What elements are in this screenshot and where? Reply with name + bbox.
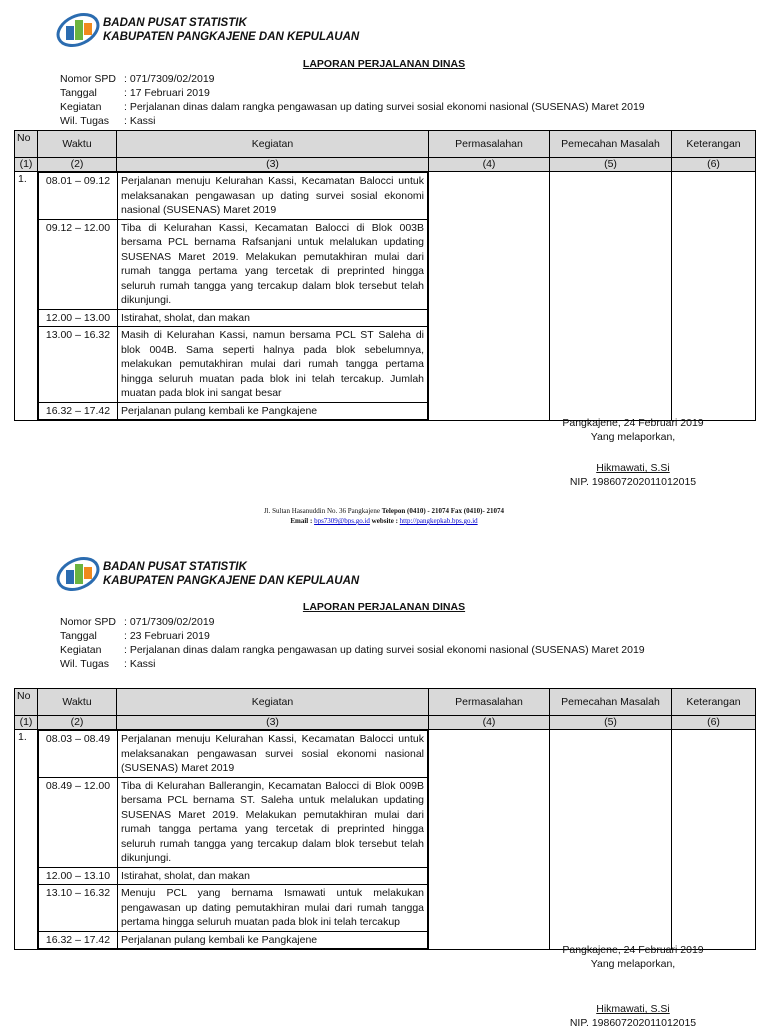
table-row [39, 219, 428, 309]
col-no: No [15, 131, 38, 158]
label-kegiatan: Kegiatan [60, 644, 102, 656]
reporter-nip: NIP. 198607202011012015 [569, 476, 697, 488]
waktu-cell: 09.12 – 12.00 [39, 219, 118, 309]
value-nomor-spd: : 071/7309/02/2019 [124, 616, 215, 628]
table-row [39, 173, 428, 220]
signature-block [548, 943, 718, 1030]
col-num-2: (2) [38, 158, 117, 172]
table-row [39, 885, 428, 932]
report-title: LAPORAN PERJALANAN DINAS [302, 601, 466, 613]
bps-logo-icon [55, 556, 101, 592]
col-num-4: (4) [429, 716, 550, 730]
org-line-1: BADAN PUSAT STATISTIK [103, 17, 247, 29]
pemecahan-cell [550, 730, 672, 950]
footer-address: Jl. Sultan Hasanuddin No. 36 Pangkajene [263, 507, 381, 515]
col-num-3: (3) [117, 158, 429, 172]
col-keterangan: Keterangan [672, 131, 756, 158]
footer-website-link[interactable]: http://pangkepkab.bps.go.id [399, 517, 478, 525]
footer-email-label: Email : [290, 517, 313, 525]
waktu-cell: 12.00 – 13.00 [39, 309, 118, 327]
table-row [39, 309, 428, 327]
label-tanggal: Tanggal [60, 87, 97, 99]
row-number: 1. [15, 730, 38, 950]
page-footer [0, 506, 768, 526]
label-wil-tugas: Wil. Tugas [60, 115, 110, 127]
bps-logo-icon [55, 12, 101, 48]
kegiatan-cell: Perjalanan menuju Kelurahan Kassi, Kecamatan Balocci untuk melaksanakan pengawasan survei sosial ekonomi nasional (SUSENAS) Maret 2019 [118, 731, 428, 778]
org-line-2: KABUPATEN PANGKAJENE DAN KEPULAUAN [103, 575, 360, 587]
label-kegiatan: Kegiatan [60, 101, 102, 113]
reporter-label: Yang melaporkan, [590, 958, 676, 970]
waktu-cell: 16.32 – 17.42 [39, 931, 118, 949]
activity-table [14, 688, 756, 950]
value-kegiatan: : Perjalanan dinas dalam rangka pengawasan up dating survei sosial ekonomi nasional (SUSENAS) Maret 2019 [124, 101, 645, 113]
report-meta [60, 72, 645, 128]
org-line-1: BADAN PUSAT STATISTIK [103, 561, 247, 573]
org-name [103, 16, 359, 44]
col-num-3: (3) [117, 716, 429, 730]
waktu-cell: 08.49 – 12.00 [39, 777, 118, 867]
org-line-2: KABUPATEN PANGKAJENE DAN KEPULAUAN [103, 31, 360, 43]
value-wil-tugas: : Kassi [124, 658, 156, 670]
col-permasalahan: Permasalahan [429, 689, 550, 716]
table-row [39, 327, 428, 403]
activity-table [14, 130, 756, 421]
value-wil-tugas: : Kassi [124, 115, 156, 127]
kegiatan-cell: Perjalanan pulang kembali ke Pangkajene [118, 402, 428, 420]
reporter-label: Yang melaporkan, [590, 431, 676, 443]
footer-email-link[interactable]: bps7309@bps.go.id [314, 517, 370, 525]
reporter-nip: NIP. 198607202011012015 [569, 1017, 697, 1029]
permasalahan-cell [429, 730, 550, 950]
table-row [39, 777, 428, 867]
activity-list [38, 172, 429, 421]
waktu-cell: 13.10 – 16.32 [39, 885, 118, 932]
activity-list [38, 730, 429, 950]
footer-website-label: website : [371, 517, 398, 525]
footer-telepon: (0410) - 21074 [407, 507, 450, 515]
permasalahan-cell [429, 172, 550, 421]
kegiatan-cell: Tiba di Kelurahan Kassi, Kecamatan Balocci di Blok 003B bersama PCL bernama Rafsanjani untuk melalukan updating SUSENAS Maret 2019. Melakukan pemutakhiran mulai dari rumah tangga pertama yang tercetak di preprinted hingga seluruh rumah tangga yang tercakup dalam blok tersebut telah dikunjungi. [118, 219, 428, 309]
place-date: Pangkajene, 24 Februari 2019 [562, 417, 704, 429]
col-num-5: (5) [550, 716, 672, 730]
waktu-cell: 12.00 – 13.10 [39, 867, 118, 885]
waktu-cell: 16.32 – 17.42 [39, 402, 118, 420]
pemecahan-cell [550, 172, 672, 421]
footer-telepon-label: Telepon [381, 507, 406, 515]
label-wil-tugas: Wil. Tugas [60, 658, 110, 670]
label-nomor-spd: Nomor SPD [60, 73, 117, 85]
value-nomor-spd: : 071/7309/02/2019 [124, 73, 215, 85]
col-waktu: Waktu [38, 131, 117, 158]
value-tanggal: : 17 Februari 2019 [124, 87, 210, 99]
reporter-name: Hikmawati, S.Si [596, 462, 670, 474]
col-kegiatan: Kegiatan [117, 131, 429, 158]
waktu-cell: 13.00 – 16.32 [39, 327, 118, 403]
label-tanggal: Tanggal [60, 630, 97, 642]
kegiatan-cell: Masih di Kelurahan Kassi, namun bersama PCL ST Saleha di blok 004B. Sama seperti halnya pada blok sebelumnya, melakukan pemutakhiran mulai dari rumah tangga pertama hingga seluruh muatan pada blok ini telah tercakup. Jumlah muatan pada blok ini sangat besar [118, 327, 428, 403]
col-num-6: (6) [672, 716, 756, 730]
signature-block [548, 416, 718, 489]
report-meta [60, 615, 645, 671]
col-num-6: (6) [672, 158, 756, 172]
place-date: Pangkajene, 24 Februari 2019 [562, 944, 704, 956]
keterangan-cell [672, 730, 756, 950]
col-waktu: Waktu [38, 689, 117, 716]
kegiatan-cell: Menuju PCL yang bernama Ismawati untuk melakukan pengawasan up dating pemutakhiran mulai dari rumah tangga pertama hingga seluruh muatan pada blok ini telah tercakup [118, 885, 428, 932]
col-num-1: (1) [15, 158, 38, 172]
kegiatan-cell: Perjalanan pulang kembali ke Pangkajene [118, 931, 428, 949]
footer-fax: (0410)- 21074 [463, 507, 505, 515]
kegiatan-cell: Tiba di Kelurahan Ballerangin, Kecamatan Balocci di Blok 009B bersama PCL bernama ST. Saleha untuk melalukan updating SUSENAS Maret 2019. Melakukan pemutakhiran mulai dari rumah tangga pertama yang tercetak di preprinted hingga seluruh rumah tangga yang tercakup dalam blok tersebut telah dikunjungi. [118, 777, 428, 867]
col-num-2: (2) [38, 716, 117, 730]
reporter-name: Hikmawati, S.Si [596, 1003, 670, 1015]
col-keterangan: Keterangan [672, 689, 756, 716]
report-title: LAPORAN PERJALANAN DINAS [302, 58, 466, 70]
col-no: No [15, 689, 38, 716]
footer-fax-label: Fax [450, 507, 463, 515]
label-nomor-spd: Nomor SPD [60, 616, 117, 628]
row-number: 1. [15, 172, 38, 421]
col-kegiatan: Kegiatan [117, 689, 429, 716]
org-name [103, 560, 359, 588]
waktu-cell: 08.01 – 09.12 [39, 173, 118, 220]
table-row [39, 931, 428, 949]
value-tanggal: : 23 Februari 2019 [124, 630, 210, 642]
kegiatan-cell: Istirahat, sholat, dan makan [118, 867, 428, 885]
waktu-cell: 08.03 – 08.49 [39, 731, 118, 778]
table-row [39, 867, 428, 885]
col-num-4: (4) [429, 158, 550, 172]
kegiatan-cell: Istirahat, sholat, dan makan [118, 309, 428, 327]
keterangan-cell [672, 172, 756, 421]
col-pemecahan: Pemecahan Masalah [550, 131, 672, 158]
table-row [39, 731, 428, 778]
table-row [39, 402, 428, 420]
col-num-5: (5) [550, 158, 672, 172]
kegiatan-cell: Perjalanan menuju Kelurahan Kassi, Kecamatan Balocci untuk melaksanakan pengawasan up dating survei sosial ekonomi nasional (SUSENAS) Maret 2019 [118, 173, 428, 220]
col-num-1: (1) [15, 716, 38, 730]
col-permasalahan: Permasalahan [429, 131, 550, 158]
col-pemecahan: Pemecahan Masalah [550, 689, 672, 716]
value-kegiatan: : Perjalanan dinas dalam rangka pengawasan up dating survei sosial ekonomi nasional (SUSENAS) Maret 2019 [124, 644, 645, 656]
